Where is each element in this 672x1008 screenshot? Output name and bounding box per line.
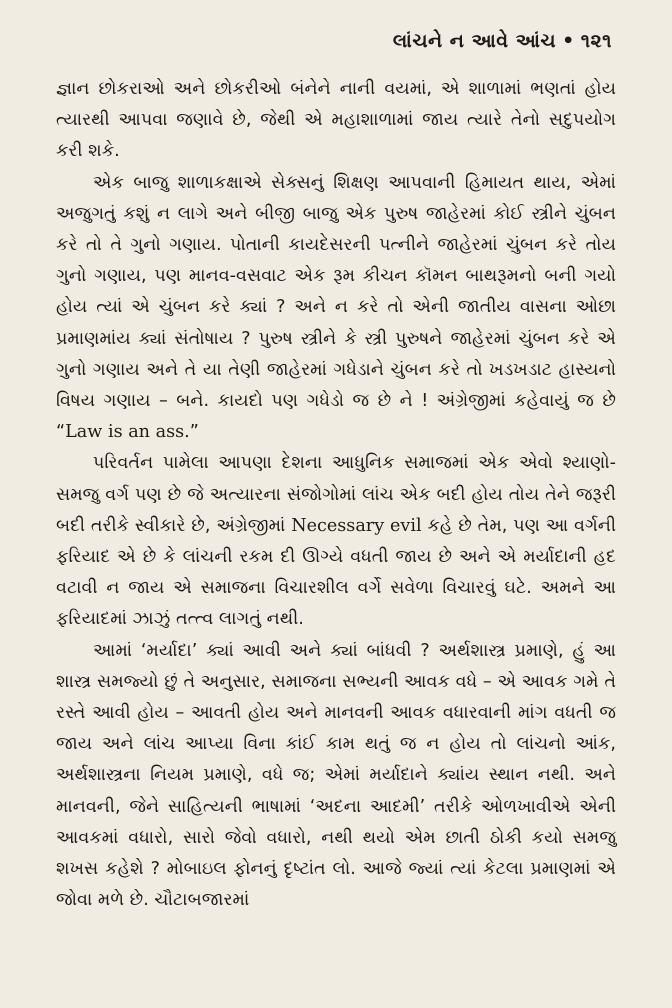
paragraph-4	[56, 636, 616, 917]
english-phrase: Necessary evil	[291, 515, 422, 536]
running-head	[393, 30, 612, 52]
paragraph-text: આમાં ‘મર્યાદા’ ક્યાં આવી અને ક્યાં બાંધવી ? અર્થશાસ્ત્ર પ્રમાણે, હું આ શાસ્ત્ર સમજ્યો છું તે અનુસાર, સમાજના સભ્યની આવક વધે – એ આવક ગમે તે રસ્તે આવી હોય – આવતી હોય અને માનવની આવક વધારવાની માંગ વધતી જ જાય અને લાંચ આપ્યા વિના કાંઈ કામ થતું જ ન હોય તો લાંચનો આંક, અર્થશાસ્ત્રના નિયમ પ્રમાણે, વધે જ; એમાં મર્યાદાને ક્યાંય સ્થાન નથી. અને માનવની, જેને સાહિત્યની ભાષામાં ‘અદના આદમી’ તરીકે ઓળખાવીએ એની આવકમાં વધારો, સારો જેવો વધારો, નથી થયો એમ છાતી ઠોકી કયો સમજુ શખસ કહેશે ? મોબાઇલ ફોનનું દૃષ્ટાંત લો. આજે જ્યાં ત્યાં કેટલા પ્રમાણમાં એ જોવા મળે છે. ચૌટાબજારમાં	[56, 640, 616, 911]
page-number: ૧૨૧	[580, 30, 612, 52]
paragraph-text: જ્ઞાન છોકરાઓ અને છોકરીઓ બંનેને નાની વયમાં, એ શાળામાં ભણતાં હોય ત્યારથી આપવા જણાવે છે, જેથી એ મહાશાળામાં જાય ત્યારે તેનો સદુપયોગ કરી શકે.	[56, 79, 616, 162]
paragraph-text-end: ”	[189, 422, 199, 443]
paragraph-text: પરિવર્તન પામેલા આપણા દેશના આધુનિક સમાજમાં એક એવો શ્યાણો-સમજુ વર્ગ પણ છે જે અત્યારના સંજોગોમાં લાંચ એક બદી હોય તોય તેને જરૂરી બદી તરીકે સ્વીકારે છે, અંગ્રેજીમાં	[56, 453, 616, 536]
body-text	[56, 74, 616, 916]
header-separator: •	[562, 30, 575, 52]
paragraph-text: એક બાજુ શાળાકક્ષાએ સેક્સનું શિક્ષણ આપવાની હિમાયત થાય, એમાં અજુગતું કશું ન લાગે અને બીજી બાજુ એક પુરુષ જાહેરમાં કોઈ સ્ત્રીને ચુંબન કરે તો તે ગુનો ગણાય. પોતાની કાયદેસરની પત્નીને જાહેરમાં ચુંબન કરે તોય ગુનો ગણાય, પણ માનવ-વસવાટ એક રૂમ કીચન કૉમન બાથરૂમનો બની ગયો હોય ત્યાં એ ચુંબન કરે ક્યાં ? અને ન કરે તો એની જાતીય વાસના ઓછા પ્રમાણમાંય ક્યાં સંતોષાય ? પુરુષ સ્ત્રીને કે સ્ત્રી પુરુષને જાહેરમાં ચુંબન કરે એ ગુનો ગણાય અને તે યા તેણી જાહેરમાં ગધેડાને ચુંબન કરે તો ખડખડાટ હાસ્યનો વિષય ગણાય – બને. કાયદો પણ ગધેડો જ છે ને ! અંગ્રેજીમાં કહેવાયું જ છે “	[56, 172, 616, 443]
paragraph-text-end: કહે છે તેમ, પણ આ વર્ગની ફરિયાદ એ છે કે લાંચની રકમ દી ઊગ્યે વધતી જાય છે અને એ મર્યાદાની હદ વટાવી ન જાય એ સમાજના વિચારશીલ વર્ગે સવેળા વિચારવું ઘટે. અમને આ ફરિયાદમાં ઝાઝું તત્ત્વ લાગતું નથી.	[56, 515, 616, 630]
chapter-title: લાંચને ન આવે આંચ	[392, 30, 557, 52]
paragraph-1	[56, 74, 616, 168]
paragraph-3	[56, 448, 616, 635]
paragraph-2	[56, 168, 616, 449]
english-quote: Law is an ass.	[65, 422, 190, 443]
